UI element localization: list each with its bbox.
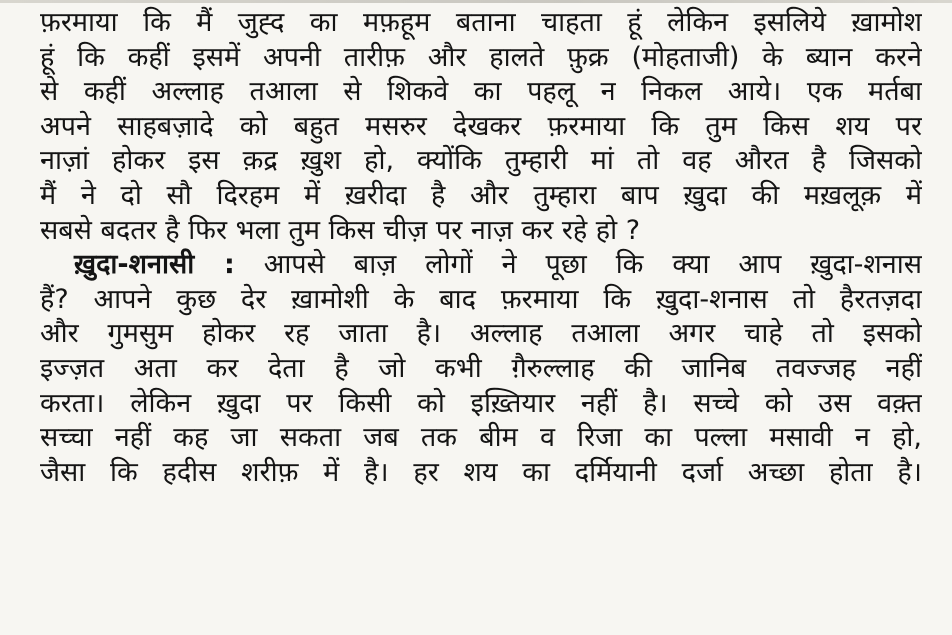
- text-line: और गुमसुम होकर रह जाता है। अल्लाह तआला अगर चाहे तो इसको: [40, 318, 922, 350]
- paragraph-zuhd: [40, 6, 922, 248]
- text-line: इज्ज़त अता कर देता है जो कभी ग़ैरुल्लाह की जानिब तवज्जह नहीं: [40, 352, 922, 384]
- text-line: सच्चा नहीं कह जा सकता जब तक बीम व रिजा का पल्ला मसावी न हो,: [40, 422, 922, 454]
- text-line: फ़रमाया कि मैं जुह्द का मफ़हूम बताना चाहता हूं लेकिन इसलिये ख़ामोश: [40, 7, 922, 38]
- text-line: मैं ने दो सौ दिरहम में ख़रीदा है और तुम्हारा बाप ख़ुदा की मख़लूक़ में: [40, 179, 922, 211]
- text-line: नाज़ां होकर इस क़द्र ख़ुश हो, क्योंकि तुम्हारी मां तो वह औरत है जिसको: [40, 145, 922, 177]
- text-line: जैसा कि हदीस शरीफ़ में है। हर शय का दर्मियानी दर्जा अच्छा होता है।: [40, 456, 922, 488]
- text-line: अपने साहबज़ादे को बहुत मसरुर देखकर फ़रमाया कि तुम किस शय पर: [40, 110, 922, 142]
- text-line: से कहीं अल्लाह तआला से शिकवे का पहलू न निकल आये। एक मर्तबा: [40, 76, 922, 108]
- heading-line-text: आपसे बाज़ लोगों ने पूछा कि क्या आप ख़ुदा-शनास: [263, 249, 922, 281]
- text-line: सबसे बदतर है फिर भला तुम किस चीज़ पर नाज़ कर रहे हो ?: [40, 214, 641, 246]
- text-line: हैं? आपने कुछ देर ख़ामोशी के बाद फ़रमाया कि ख़ुदा-शनास तो हैरतज़दा: [40, 283, 922, 315]
- text-line: [40, 248, 922, 283]
- text-line: हूं कि कहीं इसमें अपनी तारीफ़ और हालते फ़ुक्र (मोहताजी) के ब्यान करने: [40, 41, 922, 73]
- section-heading: ख़ुदा-शनासी :: [74, 249, 235, 281]
- text-line: करता। लेकिन ख़ुदा पर किसी को इख़्तियार नहीं है। सच्चे को उस वक़्त: [40, 387, 922, 419]
- paragraph-khuda-shanasi: [40, 248, 922, 490]
- page-top-edge: [0, 0, 952, 3]
